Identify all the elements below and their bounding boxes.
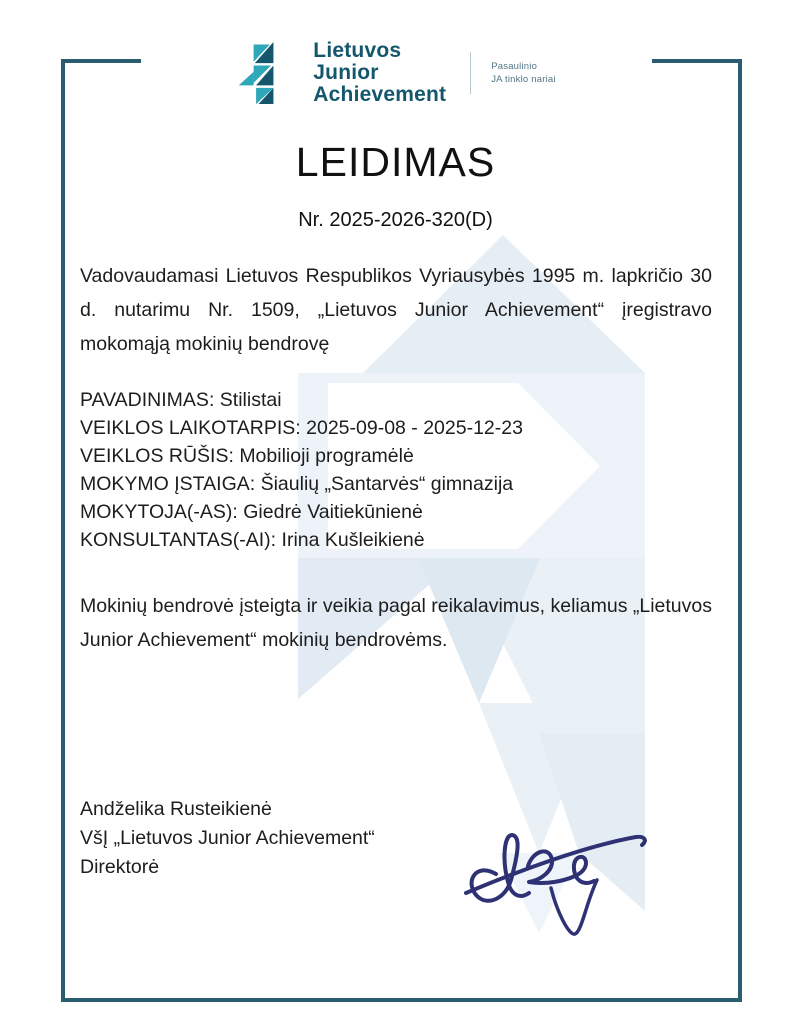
field-label: MOKYMO ĮSTAIGA: — [80, 473, 256, 495]
org-name-line1: Lietuvos — [313, 39, 402, 62]
field-label: VEIKLOS RŪŠIS: — [80, 445, 234, 467]
field-value: Šiaulių „Santarvės“ gimnazija — [260, 473, 514, 495]
field-label: PAVADINIMAS: — [80, 389, 215, 411]
frame-left-segment — [61, 59, 65, 1002]
org-tagline — [491, 60, 555, 86]
org-name — [313, 40, 446, 106]
logo-divider — [470, 52, 471, 94]
field-row-mokytoja — [80, 498, 712, 526]
field-row-istaiga — [80, 470, 712, 498]
logo-header — [0, 38, 791, 108]
field-row-laikotarpis — [80, 414, 712, 442]
compliance-statement: Mokinių bendrovė įsteigta ir veikia pagal reikalavimus, keliamus „Lietuvos Junior Achievement“ mokinių bendrovėms. — [80, 595, 712, 651]
document-title: LEIDIMAS — [295, 139, 496, 185]
field-value: Giedrė Vaitiekūnienė — [243, 501, 423, 523]
signer-title: Direktorė — [80, 856, 160, 878]
signer-name: Andželika Rusteikienė — [80, 798, 272, 820]
field-value: Mobilioji programėlė — [239, 445, 414, 467]
field-label: MOKYTOJA(-AS): — [80, 501, 238, 523]
org-tagline-line2: JA tinklo nariai — [491, 74, 556, 85]
field-row-rusis — [80, 442, 712, 470]
field-value: Irina Kušleikienė — [281, 529, 425, 551]
field-label: KONSULTANTAS(-AI): — [80, 529, 277, 551]
frame-right-segment — [738, 59, 742, 1002]
ja-triangles-logo-icon — [235, 38, 297, 108]
intro-paragraph: Vadovaudamasi Lietuvos Respublikos Vyriausybės 1995 m. lapkričio 30 d. nutarimu Nr. 1509, „Lietuvos Junior Achievement“ įregistravo mokomąją mokinių bendrovę — [80, 265, 712, 355]
signer-block — [80, 795, 480, 882]
field-label: VEIKLOS LAIKOTARPIS: — [80, 417, 301, 439]
field-value: 2025-09-08 - 2025-12-23 — [306, 417, 523, 439]
org-name-line3: Achievement — [313, 83, 447, 106]
document-number: Nr. 2025-2026-320(D) — [298, 209, 493, 231]
company-fields — [80, 386, 712, 554]
frame-bottom-segment — [61, 998, 742, 1002]
handwritten-signature — [458, 808, 658, 948]
org-name-line2: Junior — [313, 61, 379, 84]
field-value: Stilistai — [219, 389, 282, 411]
signer-organization: VšĮ „Lietuvos Junior Achievement“ — [80, 827, 375, 849]
field-row-pavadinimas — [80, 386, 712, 414]
org-tagline-line1: Pasaulinio — [491, 61, 538, 72]
field-row-konsultantas — [80, 526, 712, 554]
